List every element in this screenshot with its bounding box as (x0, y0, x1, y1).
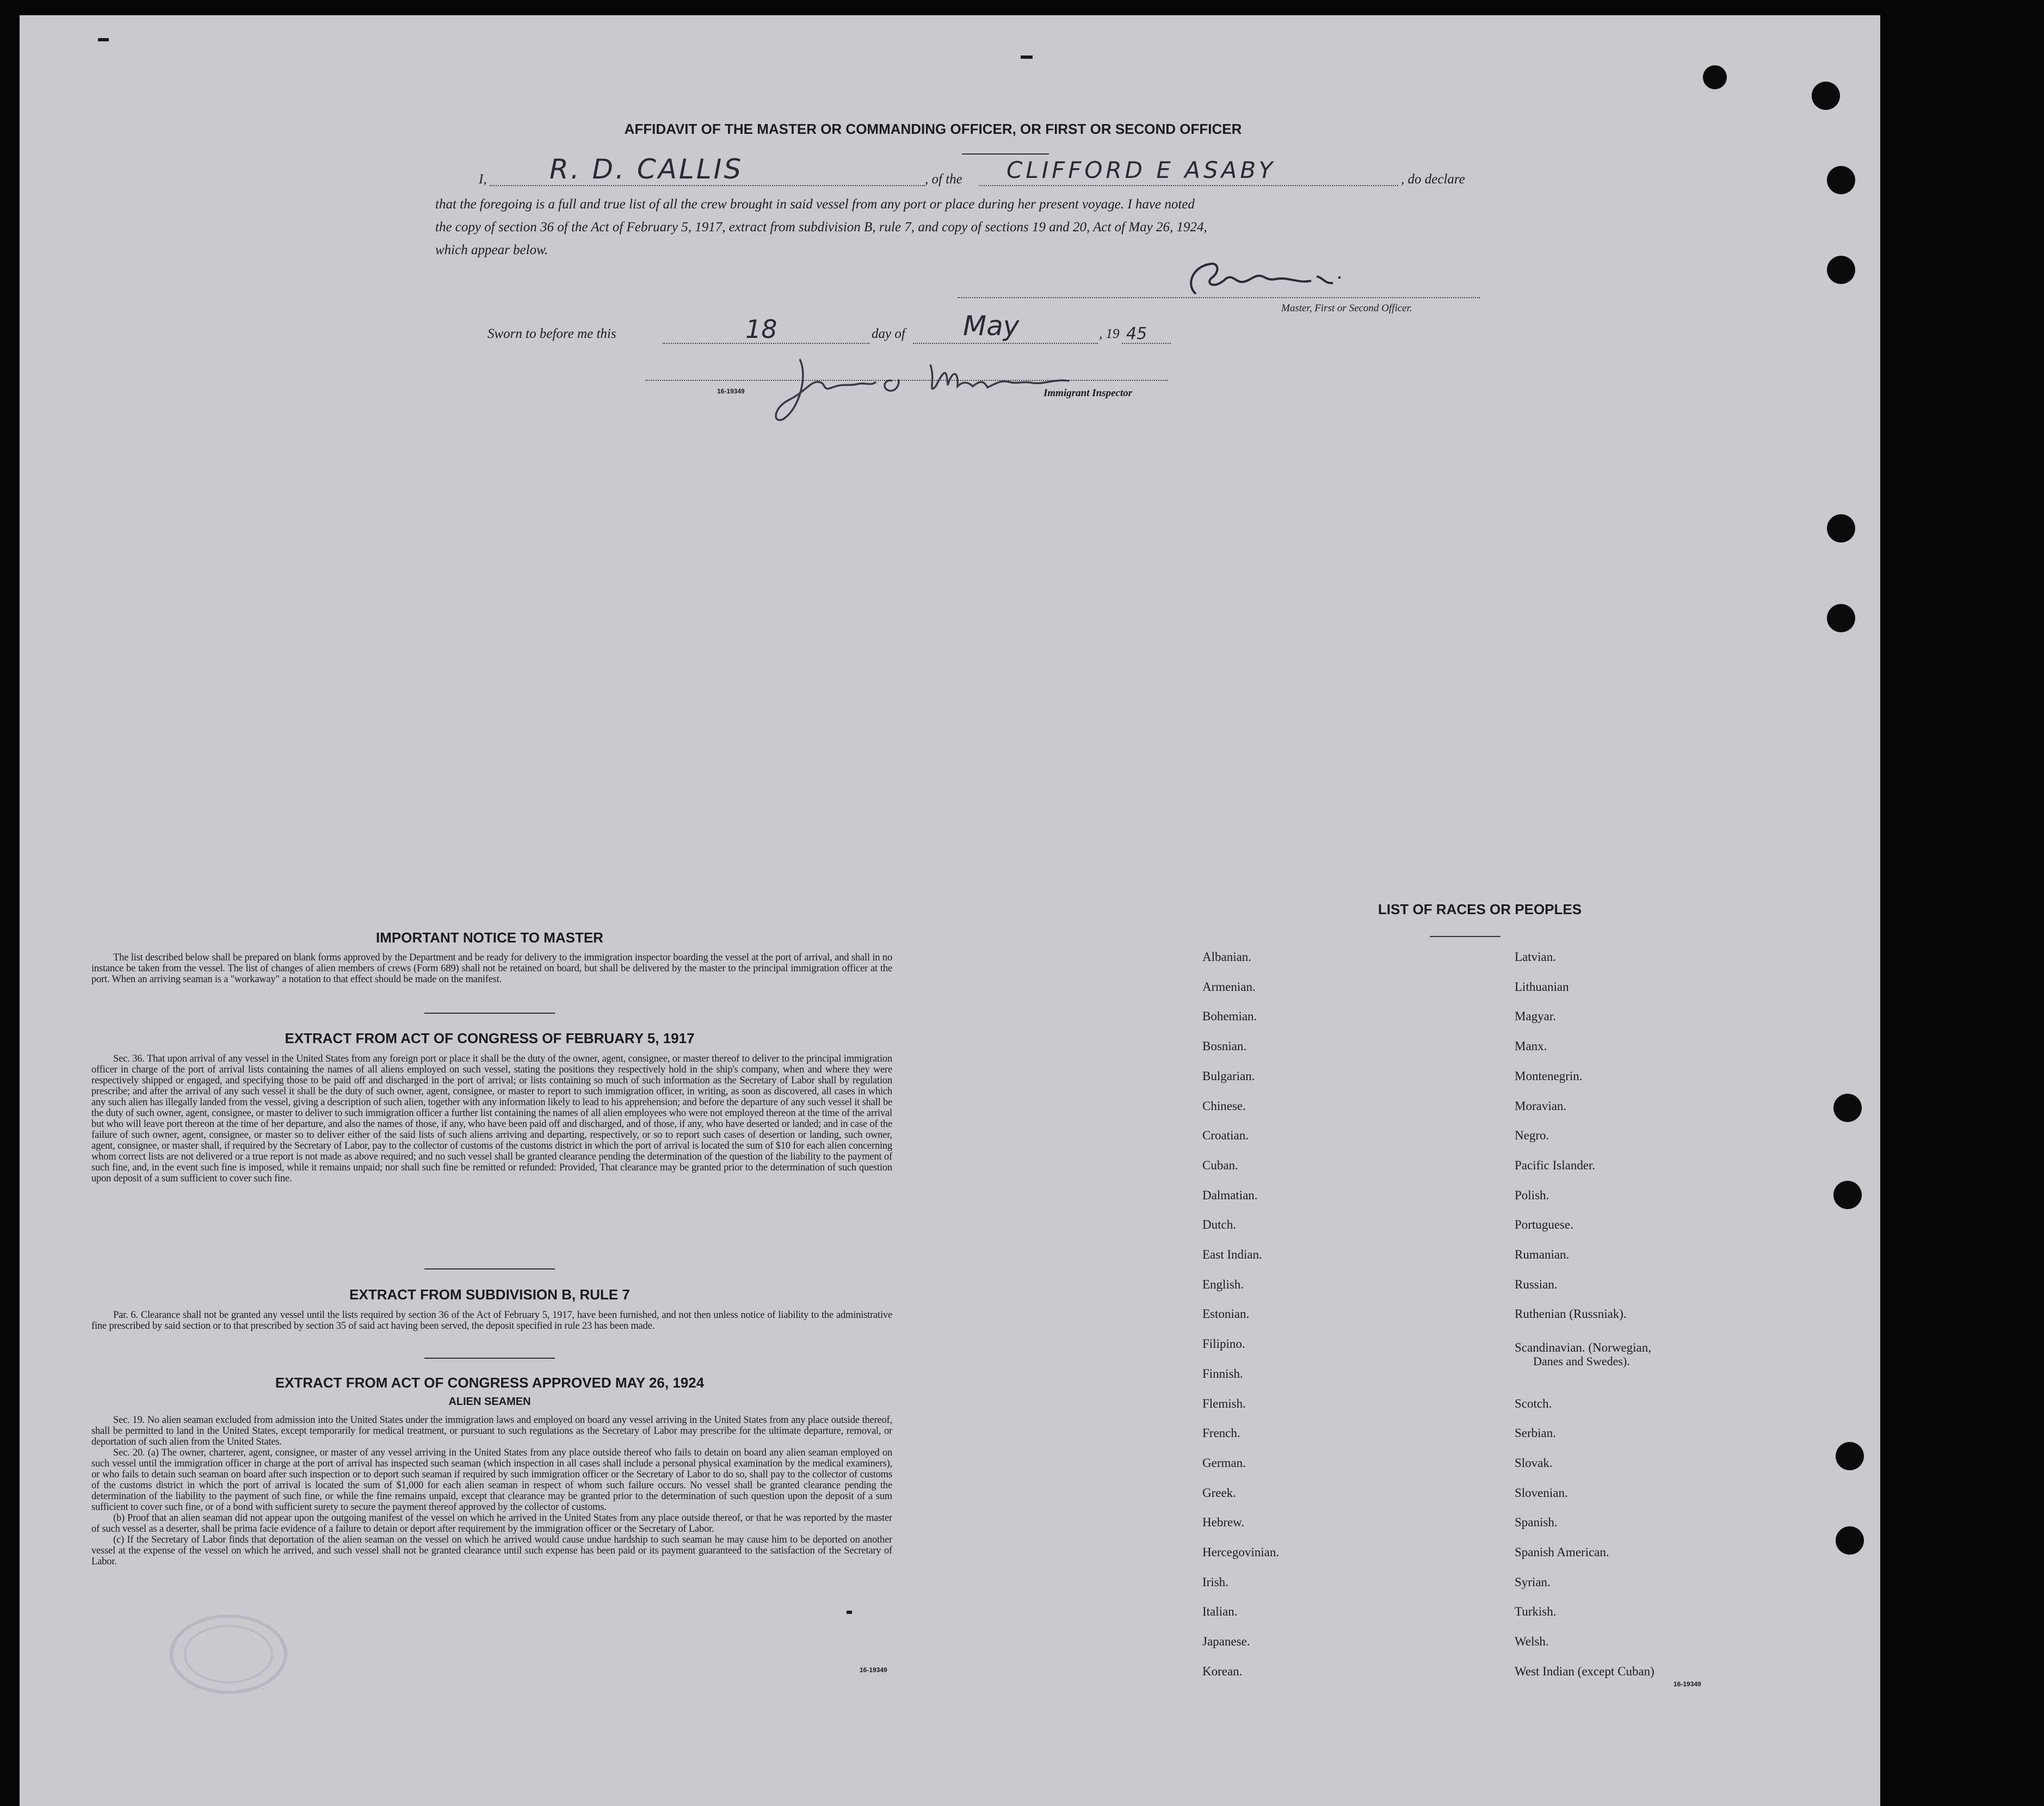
punch-hole (1833, 1181, 1862, 1209)
master-signature (1181, 256, 1355, 305)
year-prefix: , 19 (1099, 326, 1120, 341)
race-item: Hercegovinian. (1202, 1545, 1280, 1559)
race-item: English. (1202, 1277, 1244, 1291)
race-item: Spanish. (1515, 1515, 1558, 1530)
race-item: Korean. (1202, 1664, 1243, 1678)
statement-line: the copy of section 36 of the Act of February 5, 1917, extract from subdivision B, rule 7, and copy of sections 19 and 20, Act of May 26, 1924, (435, 220, 1207, 235)
statement-line: which appear below. (435, 243, 548, 257)
race-item: Ruthenian (Russniak). (1515, 1307, 1627, 1321)
extract-1917-title: EXTRACT FROM ACT OF CONGRESS OF FEBRUARY 5, 1917 (285, 1030, 695, 1046)
vessel-name-handwritten: CLIFFORD E ASABY (1006, 157, 1276, 183)
race-item: Scandinavian. (Norwegian, (1515, 1341, 1652, 1354)
race-item: Dutch. (1202, 1218, 1236, 1232)
race-item: Pacific Islander. (1515, 1158, 1596, 1172)
punch-hole (1827, 166, 1855, 194)
race-item: East Indian. (1202, 1248, 1262, 1261)
race-item: West Indian (except Cuban) (1515, 1664, 1654, 1678)
affidavit-title: AFFIDAVIT OF THE MASTER OR COMMANDING OFFICER, OR FIRST OR SECOND OFFICER (624, 121, 1242, 137)
race-item: Russian. (1515, 1277, 1558, 1291)
i-label: I, (479, 172, 487, 187)
race-item: Syrian. (1515, 1575, 1551, 1589)
master-name-handwritten: R. D. CALLIS (549, 153, 744, 185)
punch-hole (1836, 1526, 1864, 1555)
divider (424, 1268, 555, 1269)
sec20c-paragraph: (c) If the Secretary of Labor finds that deportation of the alien seaman on the vessel on which he arrived would cause undue hardship to such seaman he may cause him to be deported on another vessel at the expense of the vessel on which he arrived, and such vessel shall not be granted clearance until such expense has been paid or its payment guaranteed to the satisfaction of the Secretary of Labor. (91, 1534, 892, 1567)
signature-caption: Master, First or Second Officer. (1281, 303, 1412, 314)
race-item: Finnish. (1202, 1366, 1243, 1380)
race-item: Turkish. (1515, 1605, 1557, 1619)
year-line (1122, 343, 1171, 344)
race-item: Japanese. (1202, 1635, 1250, 1649)
race-item: Portuguese. (1515, 1218, 1573, 1232)
sec19-paragraph: Sec. 19. No alien seaman excluded from admission into the United States under the immigration laws and employed on board any vessel arriving in the United States from any place outside thereof, shall be permitted to land in the United States, except temporarily for medical treatment, or pursuant to such regulations as the Secretary of Labor may prescribe for the ultimate departure, removal, or deportation of such alien from the United States. (91, 1415, 892, 1447)
speck (1021, 56, 1033, 59)
race-item: Welsh. (1515, 1635, 1549, 1649)
race-item: Filipino. (1202, 1337, 1245, 1351)
statement-line: that the foregoing is a full and true list of all the crew brought in said vessel from any port or place during her present voyage. I have noted (435, 197, 1195, 212)
year-handwritten: 45 (1126, 324, 1147, 343)
sworn-day-handwritten: 18 (745, 315, 777, 344)
speck (98, 38, 109, 41)
punch-hole (1703, 65, 1727, 89)
punch-hole (1827, 514, 1855, 543)
race-item: Irish. (1202, 1575, 1228, 1589)
subdivision-b-paragraph: Par. 6. Clearance shall not be granted any vessel until the lists required by section 36 of the Act of February 5, 1917, have been furnished, and not then unless notice of liability to the administrative fine prescribed by said section or to that prescribed by section 35 of said act having been served, the deposit specified in rule 23 has been made. (91, 1310, 892, 1332)
embossed-seal (163, 1611, 294, 1698)
race-item: Flemish. (1202, 1396, 1246, 1410)
extract-1924-subtitle: ALIEN SEAMEN (448, 1396, 531, 1408)
race-item: Moravian. (1515, 1099, 1567, 1113)
race-item: Montenegrin. (1515, 1069, 1583, 1083)
notice-title: IMPORTANT NOTICE TO MASTER (376, 929, 603, 946)
race-item: Armenian. (1202, 979, 1256, 994)
notice-body (91, 952, 892, 985)
race-item: Bosnian. (1202, 1039, 1247, 1053)
divider (1430, 936, 1500, 937)
affidavit-form-number: 16-19349 (717, 387, 745, 395)
divider (424, 1358, 555, 1359)
race-item: Estonian. (1202, 1307, 1250, 1321)
race-item: Magyar. (1515, 1009, 1557, 1024)
inspector-caption: Immigrant Inspector (1043, 387, 1133, 399)
race-item: Spanish American. (1515, 1545, 1609, 1559)
race-item: Scotch. (1515, 1396, 1552, 1410)
notice-paragraph: The list described below shall be prepared on blank forms approved by the Department and be ready for delivery to the immigration inspector boarding the vessel at the port of arrival, and shall in no instance be taken from the vessel. The list of changes of alien members of crews (Form 689) shall not be retained on board, but shall be delivered by the master to the principal immigration officer at the port. When an arriving seaman is a "workaway" a notation to that effect should be made on the manifest. (91, 952, 892, 985)
extract-1917-body (91, 1053, 892, 1184)
punch-hole (1836, 1442, 1864, 1470)
sec20b-paragraph: (b) Proof that an alien seaman did not appear upon the outgoing manifest of the vessel on which he arrived in the United States from any place outside thereof, or that he was reported by the master of such vessel as a deserter, shall be prima facie evidence of a failure to detain or deport after requirement by the immigration officer or the Secretary of Labor. (91, 1513, 892, 1534)
of-the-label: , of the (925, 172, 962, 187)
race-item: Manx. (1515, 1039, 1547, 1053)
vessel-name-line (979, 185, 1398, 186)
race-item: Cuban. (1202, 1158, 1238, 1172)
race-item: German. (1202, 1456, 1246, 1470)
punch-hole (1833, 1094, 1862, 1122)
races-form-number: 16-19349 (1674, 1680, 1701, 1688)
speck (847, 1611, 852, 1614)
day-of-label: day of (872, 326, 905, 341)
race-item: Albanian. (1202, 950, 1252, 964)
race-item: French. (1202, 1426, 1240, 1440)
race-item: Italian. (1202, 1605, 1238, 1619)
extract-1924-form-number: 16-19349 (860, 1666, 887, 1674)
race-item: Bohemian. (1202, 1009, 1257, 1024)
extract-1917-paragraph: Sec. 36. That upon arrival of any vessel in the United States from any foreign port or place it shall be the duty of the owner, agent, consignee, or master thereof to deliver to the principal immigration officer in charge of the port of arrival lists containing the names of all aliens employed on such vessel, stating the positions they respectively hold in the ship's company, when and where they were respectively shipped or engaged, and specifying those to be paid off and discharged in the port of arrival; or lists containing so much of such information as the Secretary of Labor shall by regulation prescribe; and after the arrival of any such vessel it shall be the duty of such owner, agent, consignee, or master to report to such immigration officer, in writing, as soon as discovered, all cases in which any such alien has illegally landed from the vessel, giving a description of such alien, together with any information likely to lead to his apprehension; and before the departure of any such vessel it shall be the duty of such owner, agent, consignee, or master to deliver to such immigration officer a further list containing the names of all alien employees who were not employed thereon at the time of the arrival but who will leave port thereon at the time of her departure, and also the names of those, if any, who have been paid off and discharged, and of those, if any, who have deserted or landed; and in case of the failure of such owner, agent, consignee, or master so to deliver either of the said lists of such aliens arriving and departing, respectively, or so to report such cases of desertion or landing, such owner, agent, consignee, or master shall, if required by the Secretary of Labor, pay to the collector of customs of the customs district in which the port of arrival is located the sum of $10 for each alien concerning whom correct lists are not delivered or a true report is not made as above required; and no such vessel shall be granted clearance pending the determination of the question of the liability to the payment of such fine, and, in the event such fine is imposed, while it remains unpaid; nor shall such fine be remitted or refunded: Provided, That clearance may be granted prior to the determination of such question upon deposit of a sum sufficient to cover such fine. (91, 1053, 893, 1184)
race-item: Negro. (1515, 1129, 1549, 1143)
extract-1924-body (91, 1415, 892, 1567)
punch-hole (1812, 82, 1840, 110)
race-item: Slovak. (1515, 1456, 1553, 1470)
punch-hole (1827, 604, 1855, 632)
race-item: Latvian. (1515, 950, 1556, 964)
inspector-signature (767, 348, 1104, 424)
race-item: Serbian. (1515, 1426, 1557, 1440)
race-item: Dalmatian. (1202, 1188, 1258, 1202)
race-item: Croatian. (1202, 1129, 1249, 1143)
sec20a-paragraph: Sec. 20. (a) The owner, charterer, agent, consignee, or master of any vessel arriving in the United States from any place outside thereof who fails to detain on board any alien seaman employed on such vessel until the immigration officer in charge at the port of arrival has inspected such seaman (which inspection in all cases shall include a personal physical examination by the medical examiners), or who fails to detain such seaman on board after such inspection or to deport such seaman if required by such immigration officer or the Secretary of Labor to do so, shall pay to the collector of customs of the customs district in which the port of arrival is located the sum of $1,000 for each alien seaman in respect of whom such failure occurs. No vessel shall be granted clearance pending the determination of the liability to the payment of such fine, or while the fine remains unpaid, except that clearance may be granted prior to the determination of such question upon the deposit of a sum sufficient to cover such fine, or of a bond with sufficient surety to secure the payment thereof approved by the collector of customs. (91, 1447, 892, 1513)
affidavit-statement (435, 193, 1480, 262)
punch-hole (1827, 256, 1855, 284)
race-item: Lithuanian (1515, 979, 1569, 994)
race-scandinavian-continued: Danes and Swedes). (1533, 1354, 1630, 1368)
divider (424, 1013, 555, 1014)
extract-1924-title: EXTRACT FROM ACT OF CONGRESS APPROVED MAY 26, 1924 (275, 1374, 705, 1391)
races-title: LIST OF RACES OR PEOPLES (1378, 901, 1582, 917)
master-name-line (490, 185, 925, 186)
sworn-label: Sworn to before me this (487, 326, 616, 341)
divider (962, 153, 1049, 155)
race-item: Chinese. (1202, 1099, 1246, 1113)
sworn-month-handwritten: May (963, 310, 1020, 342)
race-item: Rumanian. (1515, 1248, 1570, 1261)
race-item: Hebrew. (1202, 1515, 1245, 1530)
subdivision-b-title: EXTRACT FROM SUBDIVISION B, RULE 7 (349, 1286, 630, 1303)
subdivision-b-body (91, 1310, 892, 1332)
sworn-month-line (913, 343, 1098, 344)
race-item: Bulgarian. (1202, 1069, 1255, 1083)
race-item: Slovenian. (1515, 1486, 1568, 1500)
race-item: Polish. (1515, 1188, 1549, 1202)
declare-label: , do declare (1401, 172, 1465, 187)
race-item: Greek. (1202, 1486, 1236, 1500)
